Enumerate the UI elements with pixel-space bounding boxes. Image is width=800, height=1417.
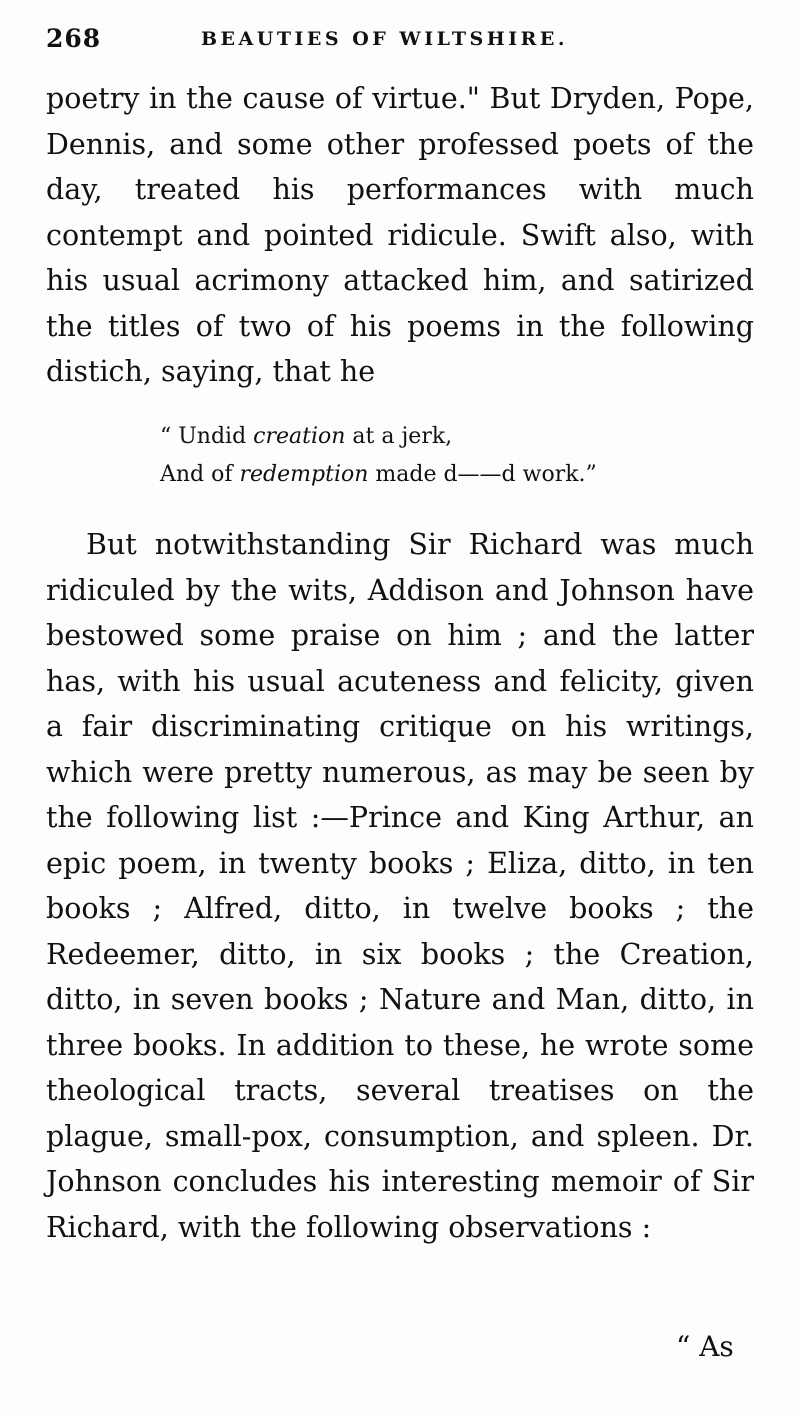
page-header [46,24,756,64]
verse-line-1-italic: creation [253,424,346,449]
paragraph-1: poetry in the cause of virtue." But Dryden, Pope, Dennis, and some other professed poets of the day, treated his performances with much contempt and pointed ridicule. Swift also, with his usual acrimony attacked him, and satirized the titles of two of his poems in the following distich, saying, that he [46,82,754,388]
verse-line-2 [160,456,597,494]
verse-line-1 [160,418,597,456]
running-title: BEAUTIES OF WILTSHIRE. [201,28,568,50]
catchword: “ As [676,1330,734,1363]
verse-line-1-start: “ Undid [160,424,254,449]
verse-line-2-italic: redemption [239,462,369,487]
verse-quotation [160,418,597,494]
verse-line-2-start: And of [160,462,240,487]
paragraph-2: But notwithstanding Sir Richard was much ridiculed by the wits, Addison and Johnson have bestowed some praise on him ; and the latter has, with his usual acuteness and felicity, given a fair discriminating critique on his writings, which were pretty numerous, as may be seen by the following list :—Prince and King Arthur, an epic poem, in twenty books ; Eliza, ditto, in ten books ; Alfred, ditto, in twelve books ; the Redeemer, ditto, in six books ; the Creation, ditto, in seven books ; Nature and Man, ditto, in three books. In addition to these, he wrote some theological tracts, several treatises on the plague, small-pox, consumption, and spleen. Dr. Johnson concludes his interesting memoir of Sir Richard, with the following observations : [46,528,754,1244]
verse-line-2-end: made d——d work.” [368,462,597,487]
verse-line-1-end: at a jerk, [345,424,453,449]
page-number: 268 [46,24,102,53]
